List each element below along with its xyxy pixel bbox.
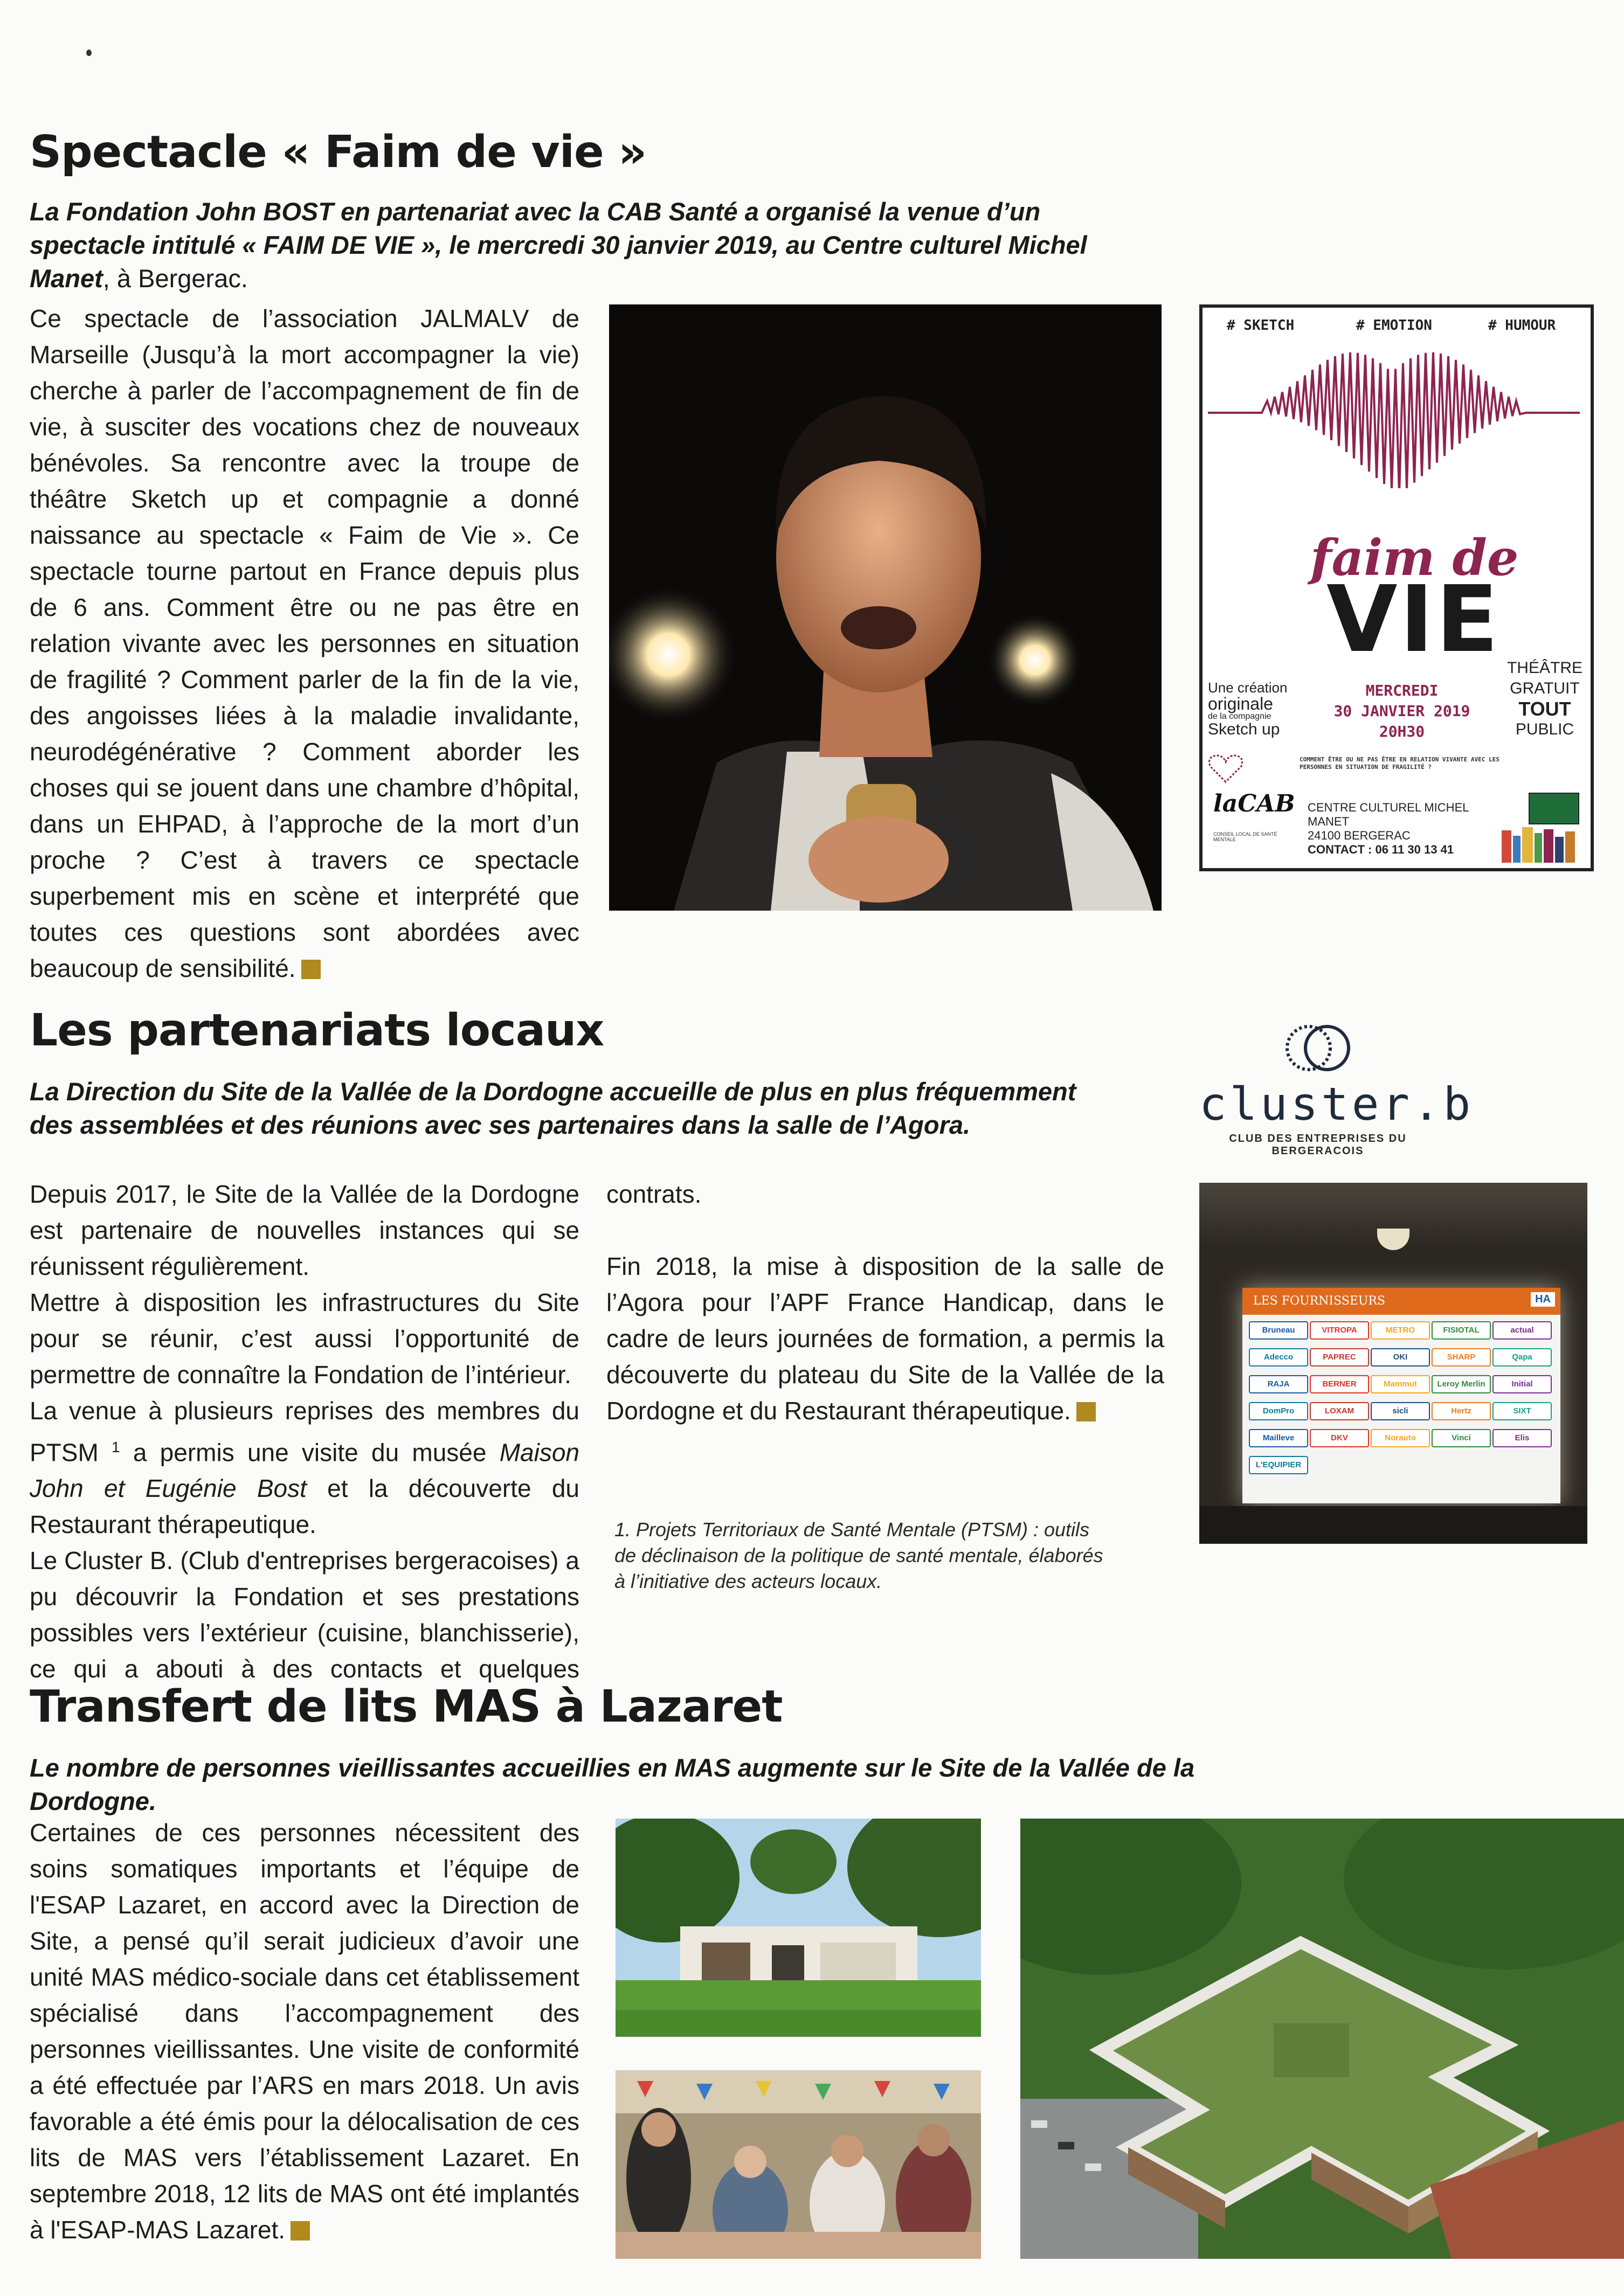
poster-tagline: COMMENT ÊTRE OU NE PAS ÊTRE EN RELATION VIVANTE AVEC LES PERSONNES EN SITUATION DE FRAGILITÉ ? [1300,756,1499,771]
section2-para2: Mettre à disposition les infrastructures du Site pour se réunir, c’est aussi l’opportunité de permettre de connaître la Fondation de l’intérieur. [30,1288,579,1389]
poster-tag-sketch: # SKETCH [1227,317,1295,334]
para5-text: Fin 2018, la mise à disposition de la salle de l’Agora pour l’APF France Handicap, dans le cadre de leurs journées de formation, a permis la découverte du plateau du Site de la Vallée de la Dordogne et du Restaurant thérapeutique. [606,1252,1164,1425]
slide-title: LES FOURNISSEURS [1253,1294,1386,1308]
slide-brand-logo: METRO [1371,1321,1430,1340]
section1-lead [30,195,1162,295]
slide-brand-logo: Vinci [1432,1429,1491,1447]
poster-venue-line3: CONTACT : 06 11 30 13 41 [1308,843,1454,856]
poster-creation-line3: de la compagnie [1208,712,1271,721]
cluster-b-logo [1199,1021,1474,1164]
poster-public [1504,658,1585,740]
slide-brand-logo: Initial [1492,1375,1552,1393]
slide-brand-logo: PAPREC [1310,1348,1369,1366]
end-mark [1076,1402,1096,1421]
section3-lead: Le nombre de personnes vieillissantes accueillies en MAS augmente sur le Site de la Vallée de la Dordogne. [30,1753,1195,1815]
slide-brand-logo: Mammut [1371,1375,1430,1393]
heartbeat-heart-icon [1203,337,1584,488]
ink-speck [86,50,92,56]
cluster-name: cluster.b [1199,1078,1474,1130]
event-poster [1199,304,1594,871]
aerial-photo [1020,1819,1624,2259]
section3-body [30,1815,579,2248]
poster-tag-humour: # HUMOUR [1488,317,1556,334]
section2-col2 [606,1176,1164,1429]
slide-brand-logo: Mailleve [1249,1429,1308,1447]
cluster-rings-icon [1283,1021,1353,1075]
poster-date-line3: 20H30 [1379,723,1425,740]
performer-photo [609,304,1162,911]
slide-brand-logo: BERNER [1310,1375,1369,1393]
slide-brand-logo: SHARP [1432,1348,1491,1366]
poster-faim-de: faim de [1310,529,1519,587]
section2-footnote: 1. Projets Territoriaux de Santé Mentale (PTSM) : outils de déclinaison de la politique de santé mentale, élaborés à l’initiative des acteurs locaux. [614,1518,1103,1592]
poster-vie: VIE [1326,566,1501,673]
slide-brand-logo: Qapa [1492,1348,1552,1366]
slide-brand-logo: FISIOTAL [1432,1321,1491,1340]
cab-logo [1213,790,1295,849]
slide-brand-logo: VITROPA [1310,1321,1369,1340]
section1-lead-part2: , à Bergerac. [102,264,248,293]
slide-brand-logo: RAJA [1249,1375,1308,1393]
slide-brand-logo: Adecco [1249,1348,1308,1366]
poster-date-line2: 30 JANVIER 2019 [1333,702,1470,720]
slide-brand-logo: DomPro [1249,1402,1308,1420]
section3-title: Transfert de lits MAS à Lazaret [30,1681,783,1732]
para3-c: et la découverte du Restaurant thérapeutique. [30,1474,579,1539]
slide-badge: HA [1531,1292,1555,1307]
poster-creation [1208,679,1294,738]
slide-brand-logo: Hertz [1432,1402,1491,1420]
end-mark [301,960,321,979]
conference-photo [1199,1183,1587,1544]
slide-brand-logo: L'EQUIPIER [1249,1456,1308,1474]
slide-brand-logo: Elis [1492,1429,1552,1447]
residents-photo [616,2070,981,2259]
poster-creation-line4: Sketch up [1208,720,1280,738]
poster-creation-line2: originale [1208,694,1273,713]
slide-logo-grid [1249,1321,1554,1499]
poster-public-line4: PUBLIC [1515,720,1574,738]
building-photo [616,1819,981,2037]
para3-a: La venue à plusieurs reprises des membres du PTSM [30,1397,579,1467]
para3-b: a permis une visite du musée [120,1438,500,1467]
section2-para1: Depuis 2017, le Site de la Vallée de la Dordogne est partenaire de nouvelles instances qui se réunissent régulièrement. [30,1180,579,1280]
poster-creation-line1: Une création [1208,679,1288,696]
museum-name: Maison John et Eugénie Bost [30,1438,579,1503]
slide-brand-logo: sicli [1371,1402,1430,1420]
books-graphic [1502,825,1585,863]
end-mark [291,2221,310,2240]
poster-venue-line1: CENTRE CULTUREL MICHEL MANET [1308,801,1469,828]
slide-brand-logo: DKV [1310,1429,1369,1447]
slide-brand-logo: SIXT [1492,1402,1552,1420]
slide-brand-logo: Leroy Merlin [1432,1375,1491,1393]
poster-date-line1: MERCREDI [1365,682,1439,699]
section1-body-text: Ce spectacle de l’association JALMALV de Marseille (Jusqu’à la mort accompagner la vie) cherche à parler de l’accompagnement de fin de vie, à susciter des vocations chez de nouveaux bénévoles. Sa rencontre avec la troupe de théâtre Sketch up et compagnie a donné naissance au spectacle « Faim de Vie ». Ce spectacle tourne partout en France depuis plus de 6 ans. Comment être ou ne pas être en relation vivante avec les personnes en situation de fragilité ? Comment parler de la fin de la vie, des angoisses liées à la maladie invalidante, neurodégénérative ? Comment aborder les choses qui se jouent dans une chambre d’hôpital, dans un EHPAD, à l’approche de la mort d’un proche ? C’est à travers ce spectacle superbement mis en scène et interprété que toutes ces questions sont abordées avec beaucoup de sensibilité. [30,304,579,982]
section2-para4: Le Cluster B. (Club d'entreprises bergeracoises) a pu découvrir la Fondation et ses prestations possibles vers l’extérieur (cuisine, blanchisserie), ce qui a abouti à des contacts et quelques [30,1546,579,1683]
projection-screen [1242,1288,1560,1503]
slide-brand-logo: LOXAM [1310,1402,1369,1420]
section1-body [30,301,579,987]
slide-header [1242,1288,1560,1315]
cluster-subtitle: CLUB DES ENTREPRISES DU BERGERACOIS [1229,1133,1407,1157]
poster-public-line2: GRATUIT [1510,679,1580,697]
footnote-ref: 1 [112,1439,120,1455]
poster-public-line3: TOUT [1518,698,1571,720]
audience [1199,1506,1587,1544]
poster-date [1310,681,1494,742]
small-heart-icon [1207,752,1245,785]
section1-title: Spectacle « Faim de vie » [30,127,647,178]
section2-para3 [30,1393,579,1543]
section1-lead-part1: La Fondation John BOST en partenariat avec la CAB Santé a organisé la venue d’un spectacle intitulé « FAIM DE VIE », le [30,197,1041,259]
section2-col1 [30,1176,579,1687]
slide-brand-logo: Norauto [1371,1429,1430,1447]
section2-title: Les partenariats locaux [30,1005,604,1056]
section3-body-text: Certaines de ces personnes nécessitent des soins somatiques importants et l’équipe de l'ESAP Lazaret, en accord avec la Direction de Site, a pensé qu’il serait judicieux d’avoir une unité MAS médico-sociale dans cet établissement spécialisé dans l’accompagnement des personnes vieillissantes. Une visite de conformité a été effectuée par l’ARS en mars 2018. Un avis favorable a été émis pour la délocalisation de ces lits de MAS vers l’établissement Lazaret. En septembre 2018, 12 lits de MAS ont été implantés à l'ESAP-MAS Lazaret. [30,1819,579,2244]
section1-lead-bold: mercredi 30 janvier 2019, au Centre culturel Michel Manet [30,231,1087,293]
section2-para5 [606,1248,1164,1429]
slide-brand-logo: actual [1492,1321,1552,1340]
poster-tag-emotion: # EMOTION [1356,317,1432,334]
slide-brand-logo: OKI [1371,1348,1430,1366]
para4-continued-text: contrats. [606,1180,702,1208]
section2-para4-continued [606,1176,1164,1248]
poster-venue [1308,801,1485,857]
partner-logo [1529,793,1579,824]
slide-brand-logo: Bruneau [1249,1321,1308,1340]
poster-venue-line2: 24100 BERGERAC [1308,829,1411,842]
poster-public-line1: THÉÂTRE [1506,659,1582,677]
cab-logo-sub: CONSEIL LOCAL DE SANTÉ MENTALE [1213,831,1277,842]
section2-lead: La Direction du Site de la Vallée de la Dordogne accueille de plus en plus fréquemment des assemblées et des réunions avec ses partenaires dans la salle de l’Agora. [30,1077,1076,1139]
cab-logo-text: laCAB [1213,790,1295,817]
